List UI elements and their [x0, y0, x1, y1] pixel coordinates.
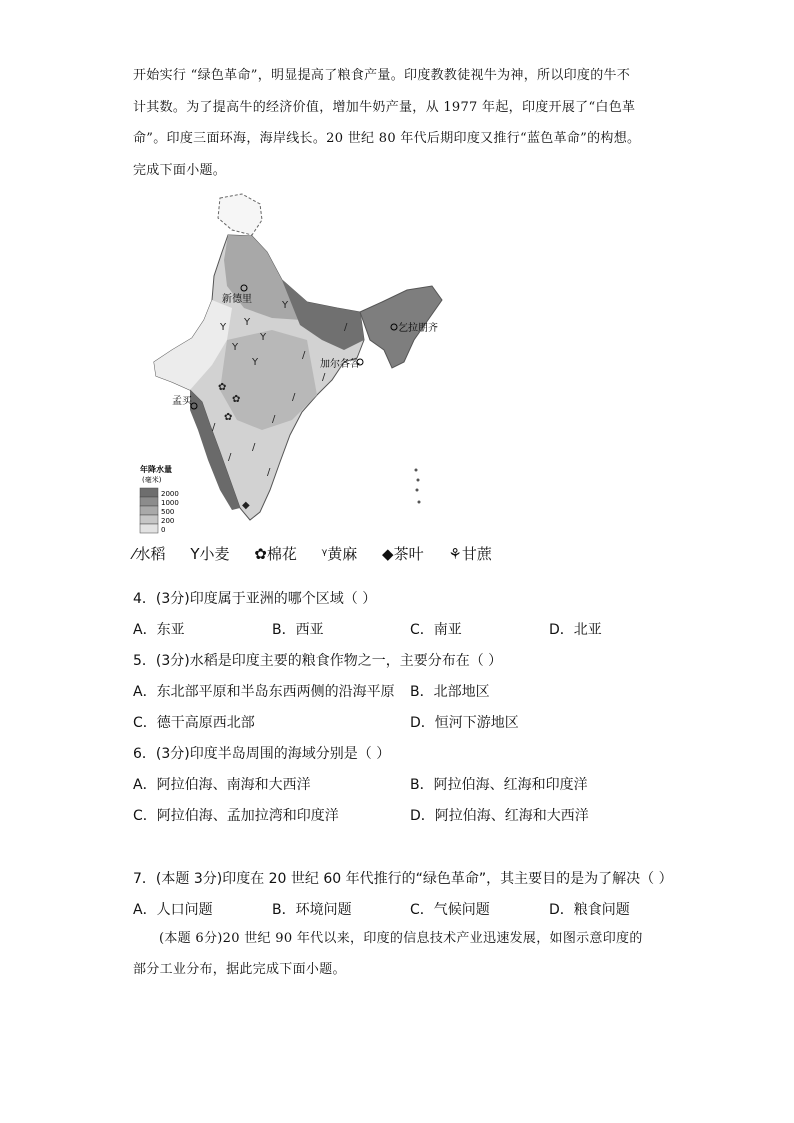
- crop-item-wheat: Y小麦: [190, 545, 230, 563]
- question-stem: 5．(3分)水稻是印度主要的粮食作物之一，主要分布在（ ）: [133, 653, 503, 669]
- intro-line: 开始实行 “绿色革命”，明显提高了粮食产量。印度教教徒视牛为神，所以印度的牛不: [133, 68, 631, 83]
- option-c[interactable]: C．气候问题: [410, 902, 490, 918]
- legend-value: 2000: [161, 490, 179, 498]
- note-line: 部分工业分布，据此完成下面小题。: [133, 962, 346, 977]
- svg-text:/: /: [322, 372, 326, 383]
- legend-swatch: [140, 506, 158, 515]
- intro-line: 完成下面小题。: [133, 162, 227, 178]
- option-c[interactable]: C．德干高原西北部: [133, 715, 255, 731]
- legend-swatch: [140, 488, 158, 497]
- island: [418, 501, 421, 504]
- crop-item-cotton: ✿棉花: [254, 545, 297, 563]
- legend-title: 年降水量: [140, 465, 172, 474]
- india-precipitation-map: [132, 190, 462, 540]
- svg-text:✿: ✿: [232, 394, 241, 405]
- legend-value: 500: [161, 508, 175, 516]
- question-stem: 4．(3分)印度属于亚洲的哪个区域（ ）: [133, 591, 377, 607]
- option-a[interactable]: A．东北部平原和半岛东西两侧的沿海平原: [133, 684, 395, 700]
- map-svg: [132, 190, 462, 540]
- option-c[interactable]: C．阿拉伯海、孟加拉湾和印度洋: [133, 808, 339, 824]
- svg-text:/: /: [272, 414, 276, 425]
- svg-text:Y: Y: [232, 342, 239, 353]
- svg-text:✿: ✿: [218, 382, 227, 393]
- island: [416, 489, 419, 492]
- crop-item-tea: ◆茶叶: [382, 545, 424, 563]
- option-a[interactable]: A．阿拉伯海、南海和大西洋: [133, 777, 311, 793]
- intro-paragraph: [133, 60, 673, 186]
- svg-text:/: /: [252, 442, 256, 453]
- crop-item-sugarcane: ⚘甘蔗: [448, 545, 492, 563]
- svg-text:◆: ◆: [242, 500, 250, 511]
- island: [417, 479, 420, 482]
- legend-value: 1000: [161, 499, 179, 507]
- city-label: 加尔各答: [320, 359, 360, 370]
- option-d[interactable]: D．北亚: [549, 622, 602, 638]
- svg-text:/: /: [228, 452, 232, 463]
- svg-text:Y: Y: [282, 300, 289, 311]
- svg-text:/: /: [344, 322, 348, 333]
- option-d[interactable]: D．阿拉伯海、红海和大西洋: [410, 808, 589, 824]
- svg-text:/: /: [302, 350, 306, 361]
- option-b[interactable]: B．北部地区: [410, 684, 490, 700]
- city-label: 孟买: [172, 396, 192, 407]
- legend-value: 200: [161, 517, 175, 525]
- legend-swatch: [140, 497, 158, 506]
- option-a[interactable]: A．东亚: [133, 622, 185, 638]
- city-label: 乞拉朋齐: [398, 323, 438, 334]
- legend-unit: (毫米): [142, 476, 162, 484]
- option-b[interactable]: B．西亚: [272, 622, 324, 638]
- svg-text:✿: ✿: [224, 412, 233, 423]
- legend-value: 0: [161, 526, 166, 534]
- option-d[interactable]: D．粮食问题: [549, 902, 630, 918]
- kashmir-region: [218, 194, 262, 235]
- question-stem: 6．(3分)印度半岛周围的海域分别是（ ）: [133, 746, 391, 762]
- option-b[interactable]: B．阿拉伯海、红海和印度洋: [410, 777, 588, 793]
- crop-legend: [133, 543, 512, 564]
- question-stem: 7．(本题 3分)印度在 20 世纪 60 年代推行的“绿色革命”，其主要目的是为了解决（ ）: [133, 871, 673, 887]
- island: [415, 469, 418, 472]
- note-line: (本题 6分)20 世纪 90 年代以来，印度的信息技术产业迅速发展，如图示意印度的: [159, 931, 643, 946]
- svg-text:/: /: [292, 392, 296, 403]
- legend-swatch: [140, 524, 158, 533]
- svg-text:Y: Y: [260, 332, 267, 343]
- city-label: 新德里: [222, 294, 252, 305]
- svg-text:/: /: [267, 467, 271, 478]
- svg-text:Y: Y: [252, 357, 259, 368]
- intro-line: 计其数。为了提高牛的经济价值，增加牛奶产量，从 1977 年起，印度开展了“白色革: [133, 99, 636, 115]
- crop-item-rice: ⁄水稻: [133, 545, 166, 563]
- option-a[interactable]: A．人口问题: [133, 902, 213, 918]
- crop-item-jute: ᵞ黄麻: [321, 545, 358, 563]
- option-d[interactable]: D．恒河下游地区: [410, 715, 519, 731]
- intro-line: 命”。印度三面环海，海岸线长。20 世纪 80 年代后期印度又推行“蓝色革命”的构想。: [133, 131, 641, 146]
- section-note: [133, 923, 673, 985]
- option-c[interactable]: C．南亚: [410, 622, 462, 638]
- svg-text:Y: Y: [244, 317, 251, 328]
- svg-text:/: /: [212, 422, 216, 433]
- option-b[interactable]: B．环境问题: [272, 902, 352, 918]
- svg-text:Y: Y: [220, 322, 227, 333]
- legend-swatch: [140, 515, 158, 524]
